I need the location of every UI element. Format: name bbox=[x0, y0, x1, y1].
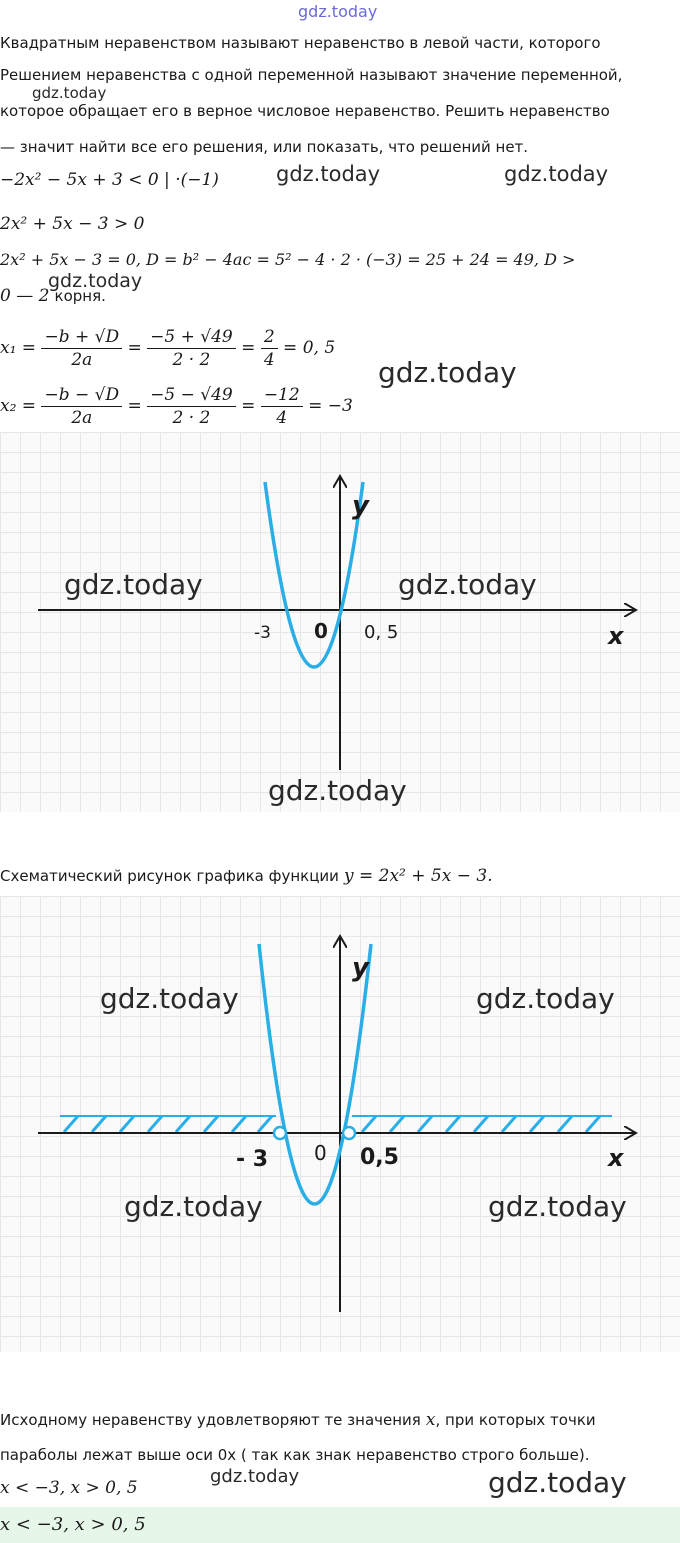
watermark-top: gdz.today bbox=[298, 2, 378, 21]
origin-label: 0 bbox=[314, 619, 328, 643]
watermark: gdz.today bbox=[488, 1190, 627, 1223]
x1-frac-numbers-num: −5 + √49 bbox=[147, 326, 236, 349]
roots-count-math: 0 — 2 bbox=[0, 286, 50, 306]
x2-frac-simple-den: 4 bbox=[276, 408, 288, 428]
watermark: gdz.today bbox=[64, 568, 203, 601]
root-point-left bbox=[274, 1127, 286, 1139]
watermark: gdz.today bbox=[32, 84, 107, 102]
x1-frac-general bbox=[41, 326, 122, 371]
graph-parabola-solution bbox=[0, 896, 680, 1352]
x2-frac-simple-num: −12 bbox=[261, 384, 303, 407]
equals-sign: = bbox=[241, 338, 256, 358]
watermark: gdz.today bbox=[398, 568, 537, 601]
x1-frac-simple-num: 2 bbox=[261, 326, 278, 349]
conclusion-line1 bbox=[0, 1410, 596, 1430]
roots-count bbox=[0, 286, 106, 306]
x1-frac-numbers bbox=[147, 326, 236, 371]
root-x1-formula bbox=[0, 326, 335, 371]
x2-frac-general bbox=[41, 384, 122, 429]
math-step-multiply: −2x² − 5x + 3 < 0 | ·(−1) bbox=[0, 170, 219, 190]
equals-sign: = bbox=[127, 396, 142, 416]
x2-frac-numbers-num: −5 − √49 bbox=[147, 384, 236, 407]
graph-parabola-roots bbox=[0, 432, 680, 812]
watermark: gdz.today bbox=[488, 1466, 627, 1499]
solution-text-line1: Решением неравенства с одной переменной называют значение переменной, bbox=[0, 66, 623, 84]
x-axis-label: x bbox=[608, 1144, 624, 1172]
equals-sign: = bbox=[127, 338, 142, 358]
conclusion-text-b: , при которых точки bbox=[435, 1411, 596, 1429]
watermark: gdz.today bbox=[276, 162, 381, 186]
origin-label: 0 bbox=[314, 1141, 327, 1165]
equals-sign: = bbox=[241, 396, 256, 416]
hatch-left bbox=[60, 1116, 276, 1132]
root-right-label: 0,5 bbox=[360, 1145, 399, 1170]
x1-frac-simple-den: 4 bbox=[263, 350, 275, 370]
watermark: gdz.today bbox=[124, 1190, 263, 1223]
watermark: gdz.today bbox=[268, 774, 407, 807]
x2-frac-simple bbox=[261, 384, 303, 429]
answer-box bbox=[0, 1507, 680, 1543]
conclusion-var: x bbox=[425, 1410, 436, 1430]
graph-caption bbox=[0, 866, 493, 886]
definition-text: Квадратным неравенством называют неравенство в левой части, которого bbox=[0, 34, 601, 52]
root-left-label: -3 bbox=[254, 623, 271, 643]
root-x2-formula bbox=[0, 384, 353, 429]
conclusion-text-a: Исходному неравенству удовлетворяют те значения bbox=[0, 1411, 421, 1429]
watermark: gdz.today bbox=[48, 270, 143, 292]
x1-frac-general-num: −b + √D bbox=[41, 326, 122, 349]
watermark: gdz.today bbox=[210, 1466, 300, 1487]
x1-frac-general-den: 2a bbox=[71, 350, 93, 370]
root-right-label: 0, 5 bbox=[364, 622, 399, 643]
graph1-svg bbox=[0, 432, 680, 812]
conclusion-line2: параболы лежат выше оси 0x ( так как знак неравенство строго больше). bbox=[0, 1446, 590, 1464]
root-point-right bbox=[343, 1127, 355, 1139]
watermark: gdz.today bbox=[378, 356, 517, 389]
watermark: gdz.today bbox=[476, 982, 615, 1015]
hatch-right bbox=[352, 1116, 612, 1132]
x2-frac-general-num: −b − √D bbox=[41, 384, 122, 407]
x2-result: = −3 bbox=[308, 396, 353, 416]
graph2-svg bbox=[0, 896, 680, 1352]
answer-text: x < −3, x > 0, 5 bbox=[0, 1514, 146, 1535]
math-step-discriminant: 2x² + 5x − 3 = 0, D = b² − 4ac = 5² − 4 · 2 · (−3) = 25 + 24 = 49, D > bbox=[0, 250, 576, 269]
y-axis-label: y bbox=[352, 491, 369, 521]
math-step-inequality: 2x² + 5x − 3 > 0 bbox=[0, 214, 145, 234]
x2-frac-numbers-den: 2 · 2 bbox=[172, 408, 211, 428]
solution-text-line2: которое обращает его в верное числовое неравенство. Решить неравенство bbox=[0, 102, 610, 120]
caption-formula: y = 2x² + 5x − 3. bbox=[344, 866, 493, 886]
conclusion-result: x < −3, x > 0, 5 bbox=[0, 1478, 138, 1498]
x2-lhs: x₂ = bbox=[0, 396, 37, 416]
watermark: gdz.today bbox=[100, 982, 239, 1015]
parabola-curve bbox=[259, 944, 371, 1204]
watermark: gdz.today bbox=[504, 162, 609, 186]
x1-frac-numbers-den: 2 · 2 bbox=[172, 350, 211, 370]
x2-frac-numbers bbox=[147, 384, 236, 429]
roots-count-word: корня. bbox=[54, 287, 106, 305]
x1-lhs: x₁ = bbox=[0, 338, 37, 358]
root-left-label: - 3 bbox=[236, 1147, 269, 1172]
x2-frac-general-den: 2a bbox=[71, 408, 93, 428]
x1-frac-simple bbox=[261, 326, 278, 371]
x1-result: = 0, 5 bbox=[283, 338, 336, 358]
solution-text-line3: — значит найти все его решения, или показать, что решений нет. bbox=[0, 138, 529, 156]
y-axis-label: y bbox=[352, 953, 369, 983]
caption-text: Схематический рисунок графика функции bbox=[0, 867, 339, 885]
x-axis-label: x bbox=[608, 622, 624, 650]
